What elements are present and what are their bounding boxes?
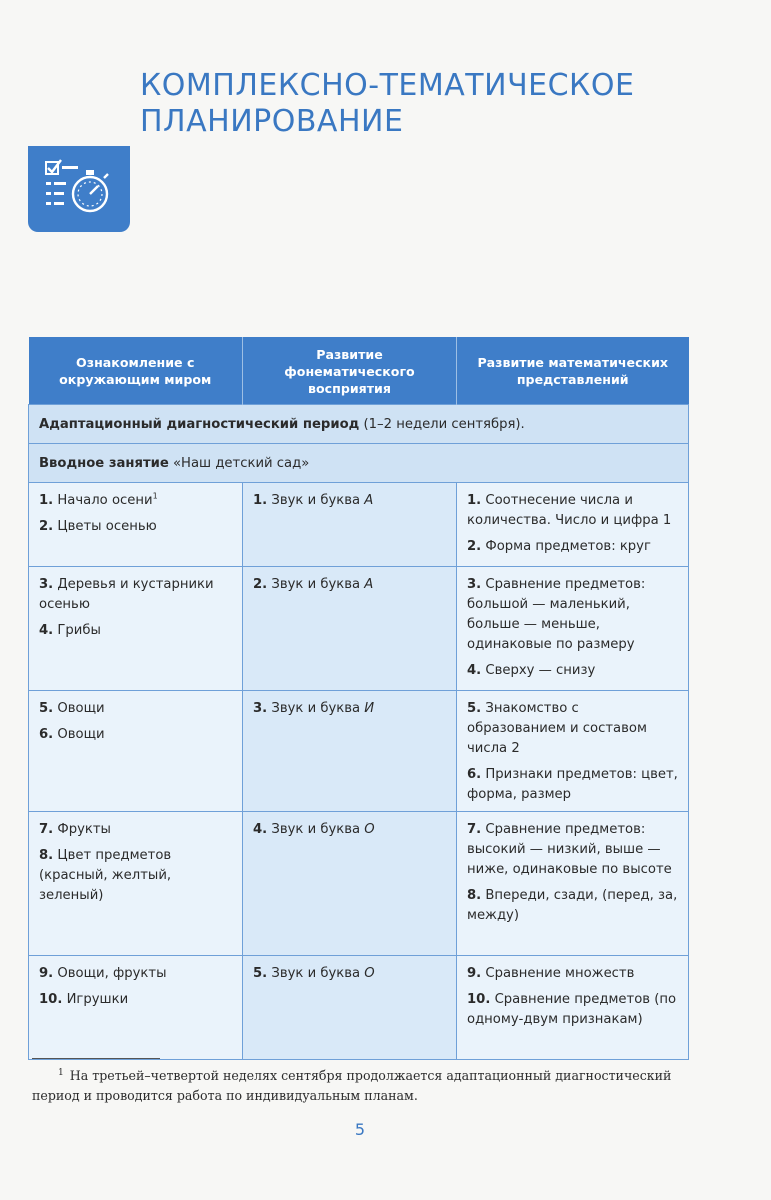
env-cell [29,483,243,567]
planning-logo [28,146,130,232]
intro-bold: Вводное занятие [39,456,169,471]
header-math: Развитие математических представлений [457,337,689,405]
footnote-marker: 1 [152,491,158,501]
phonemic-cell [243,567,457,691]
table-row [29,567,689,691]
phonemic-cell [243,691,457,812]
math-cell [457,691,689,812]
list-item: 1. Соотнесение числа и количества. Число и цифра 1 [467,493,672,528]
page-title [140,68,700,140]
period-row [29,405,689,444]
env-cell [29,812,243,956]
list-item: 4. Сверху — снизу [467,663,596,678]
table-row [29,956,689,1060]
intro-cell [29,444,689,483]
list-item: 6. Овощи [39,727,105,742]
period-bold: Адаптационный диагностический период [39,417,360,432]
list-item: 2. Цветы осенью [39,519,157,534]
list-item: 8. Впереди, сзади, (перед, за, между) [467,888,678,923]
list-item: 7. Фрукты [39,822,111,837]
list-item: 9. Сравнение множеств [467,966,635,981]
table-row [29,812,689,956]
period-cell [29,405,689,444]
list-item: 10. Сравнение предметов (по одному-двум признакам) [467,992,677,1027]
page-number: 5 [354,1120,366,1139]
list-item: 8. Цвет предметов (красный, желтый, зеленый) [39,848,172,903]
list-item: 3. Звук и буква И [253,701,375,716]
list-item: 2. Звук и буква А [253,577,374,592]
header-phonemic: Развитие фонематического восприятия [243,337,457,405]
list-item: 10. Игрушки [39,992,129,1007]
phonemic-cell [243,956,457,1060]
phonemic-cell [243,812,457,956]
table-row [29,483,689,567]
env-cell [29,691,243,812]
list-item: 4. Грибы [39,623,101,638]
list-item: 4. Звук и буква О [253,822,375,837]
math-cell [457,812,689,956]
math-cell [457,956,689,1060]
footnote-text: На третьей–четвертой неделях сентября продолжается адаптационный диагностический период и проводится работа по индивидуальным планам. [32,1068,672,1103]
list-item: 9. Овощи, фрукты [39,966,167,981]
env-cell [29,956,243,1060]
list-item: 5. Звук и буква О [253,966,375,981]
table-header-row [29,337,689,405]
title-line-1: КОМПЛЕКСНО-ТЕМАТИЧЕСКОЕ [140,68,635,103]
header-environment: Ознакомление с окружающим миром [29,337,243,405]
list-item: 5. Знакомство с образованием и составом числа 2 [467,701,647,756]
intro-row [29,444,689,483]
list-item: 1. Начало осени$^1$ [39,491,158,508]
list-item: 3. Деревья и кустарники осенью [39,577,214,612]
math-cell [457,483,689,567]
list-item: 3. Сравнение предметов: большой — маленький, больше — меньше, одинаковые по размеру [467,577,646,652]
list-item: 7. Сравнение предметов: высокий — низкий, выше — ниже, одинаковые по высоте [467,822,672,877]
title-line-2: ПЛАНИРОВАНИЕ [140,104,404,139]
phonemic-cell [243,483,457,567]
planning-table [28,337,689,1060]
list-item: 2. Форма предметов: круг [467,539,651,554]
list-item: 5. Овощи [39,701,105,716]
intro-rest: «Наш детский сад» [168,456,310,471]
list-item: 1. Звук и буква А [253,493,374,508]
math-cell [457,567,689,691]
period-rest: (1–2 недели сентября). [359,417,525,432]
checklist-stopwatch-icon [42,156,118,222]
footnote-divider [32,1058,160,1059]
env-cell [29,567,243,691]
list-item: 6. Признаки предметов: цвет, форма, размер [467,767,678,802]
table-row [29,691,689,812]
footnote-number: 1 [58,1067,64,1078]
footnote [32,1066,692,1106]
